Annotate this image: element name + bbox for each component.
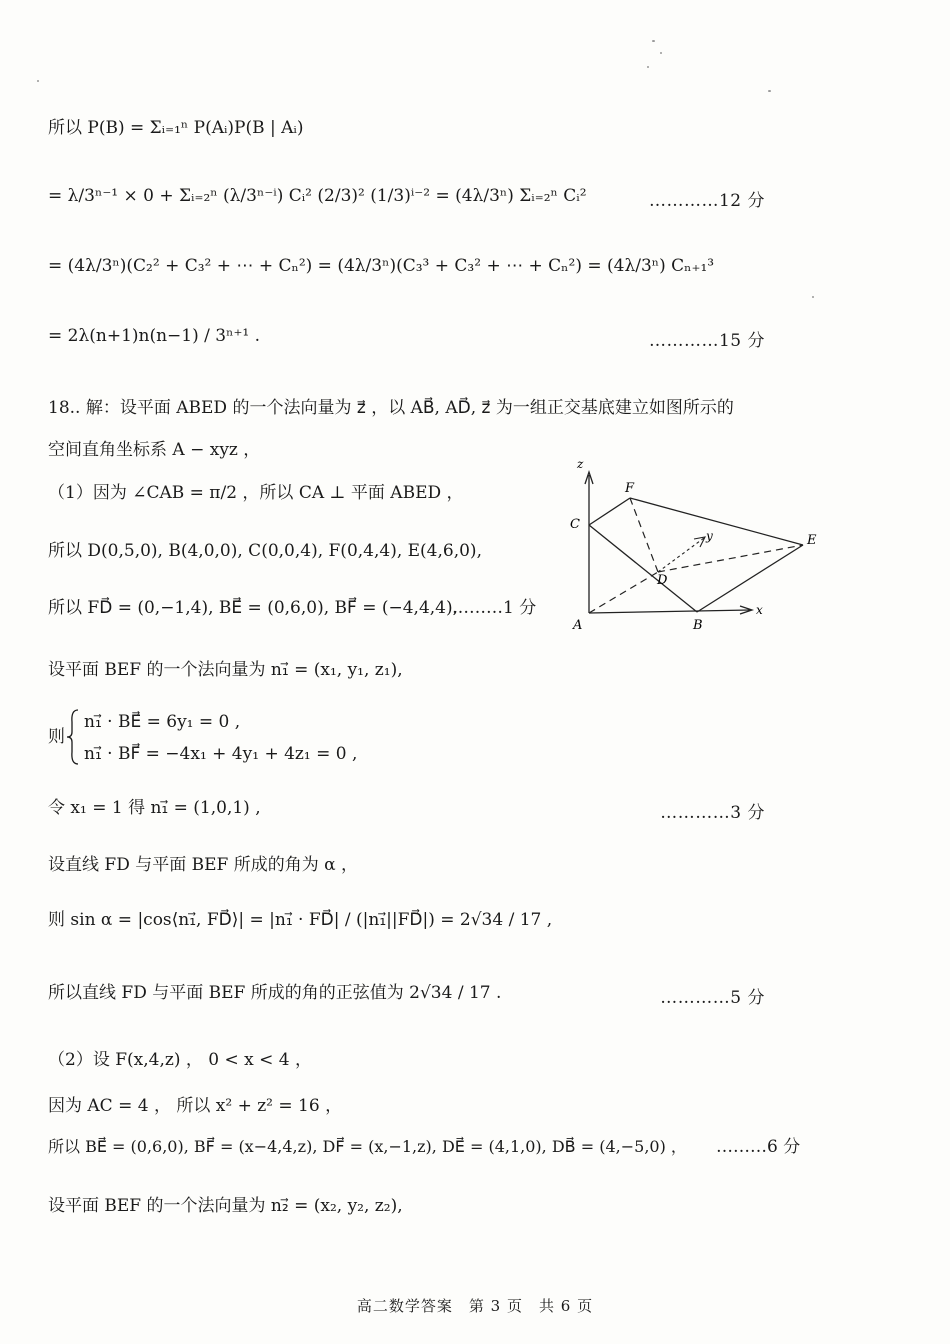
part2-line-1: （2）设 F(x,4,z) ， 0 < x < 4 ， [48,1050,312,1070]
edge-FE [630,498,803,545]
part1-conclusion: 所以直线 FD 与平面 BEF 所成的角的正弦值为 2√34 / 17 . [48,983,502,1003]
part1-sin-alpha: 则 sin α = |cos⟨n₁⃗, FD⃗⟩| = |n₁⃗ · FD⃗| / (|n₁⃗||FD⃗|) = 2√34 / 17 , [48,910,553,930]
label-F: F [625,481,635,496]
edge-CF [589,498,630,525]
label-x: x [756,603,763,617]
page-footer: 高二数学答案 第 3 页 共 6 页 [356,1297,594,1315]
formula-line-1: 所以 P(B) = Σᵢ₌₁ⁿ P(Aᵢ)P(B | Aᵢ) [48,118,304,138]
label-y: y [706,529,713,543]
q18-intro-line-1: 18.. 解：设平面 ABED 的一个法向量为 z⃗ ，以 AB⃗, AD⃗, z⃗ 为一组正交基底建立如图所示的 [48,398,734,418]
score-mark-15: …………15 分 [648,331,765,351]
coordinate-figure [560,450,830,640]
scan-speck [660,52,662,54]
scan-speck [652,40,655,42]
formula-line-4: = 2λ(n+1)n(n−1) / 3ⁿ⁺¹ . [48,326,261,346]
score-mark-1: ………1 分 [452,598,537,618]
part2-line-2: 因为 AC = 4 ， 所以 x² + z² = 16 ， [48,1096,343,1116]
scan-speck [647,66,649,68]
part1-line-1: （1）因为 ∠CAB = π/2 ，所以 CA ⊥ 平面 ABED ， [48,483,464,503]
scan-speck [812,296,814,298]
edge-AD [589,572,658,613]
score-mark-5: …………5 分 [660,988,765,1008]
formula-line-2: = λ/3ⁿ⁻¹ × 0 + Σᵢ₌₂ⁿ (λ/3ⁿ⁻ⁱ) Cᵢ² (2/3)² (1/3)ⁱ⁻² = (4λ/3ⁿ) Σᵢ₌₂ⁿ Cᵢ² [48,186,587,206]
label-E: E [807,533,817,548]
q18-intro-line-2: 空间直角坐标系 A − xyz ， [48,440,261,460]
label-A: A [573,618,583,633]
label-C: C [570,517,580,532]
part1-normal-vector: 设平面 BEF 的一个法向量为 n₁⃗ = (x₁, y₁, z₁), [48,660,403,680]
part1-let-x1: 令 x₁ = 1 得 n₁⃗ = (1,0,1) , [48,798,261,818]
label-z: z [577,457,584,471]
system-equation-2: n₁⃗ · BF⃗ = −4x₁ + 4y₁ + 4z₁ = 0 , [84,744,358,764]
system-equation-1: n₁⃗ · BE⃗ = 6y₁ = 0 , [84,712,241,732]
edge-CB [589,525,697,612]
part2-vectors: 所以 BE⃗ = (0,6,0), BF⃗ = (x−4,4,z), DF⃗ = (x,−1,z), DE⃗ = (4,1,0), DB⃗ = (4,−5,0) ， [48,1137,687,1156]
score-mark-3: …………3 分 [660,803,765,823]
x-axis [589,610,750,613]
score-mark-6: ………6 分 [716,1137,801,1157]
formula-line-3: = (4λ/3ⁿ)(C₂² + C₃² + ⋯ + Cₙ²) = (4λ/3ⁿ)(C₃³ + C₃² + ⋯ + Cₙ²) = (4λ/3ⁿ) Cₙ₊₁³ [48,256,715,276]
part1-angle-def: 设直线 FD 与平面 BEF 所成的角为 α ， [48,855,359,875]
y-axis [658,538,704,572]
label-B: B [693,618,703,633]
system-then-label: 则 [48,727,65,747]
scan-speck [37,80,39,82]
score-mark-12: …………12 分 [648,191,765,211]
edge-BE [697,545,803,612]
part1-coordinates: 所以 D(0,5,0), B(4,0,0), C(0,0,4), F(0,4,4), E(4,6,0), [48,541,482,561]
label-D: D [657,573,668,588]
part2-normal-vector: 设平面 BEF 的一个法向量为 n₂⃗ = (x₂, y₂, z₂), [48,1196,403,1216]
system-brace [66,708,80,766]
part1-vectors: 所以 FD⃗ = (0,−1,4), BE⃗ = (0,6,0), BF⃗ = (−4,4,4), [48,598,459,618]
scan-speck [768,90,771,92]
